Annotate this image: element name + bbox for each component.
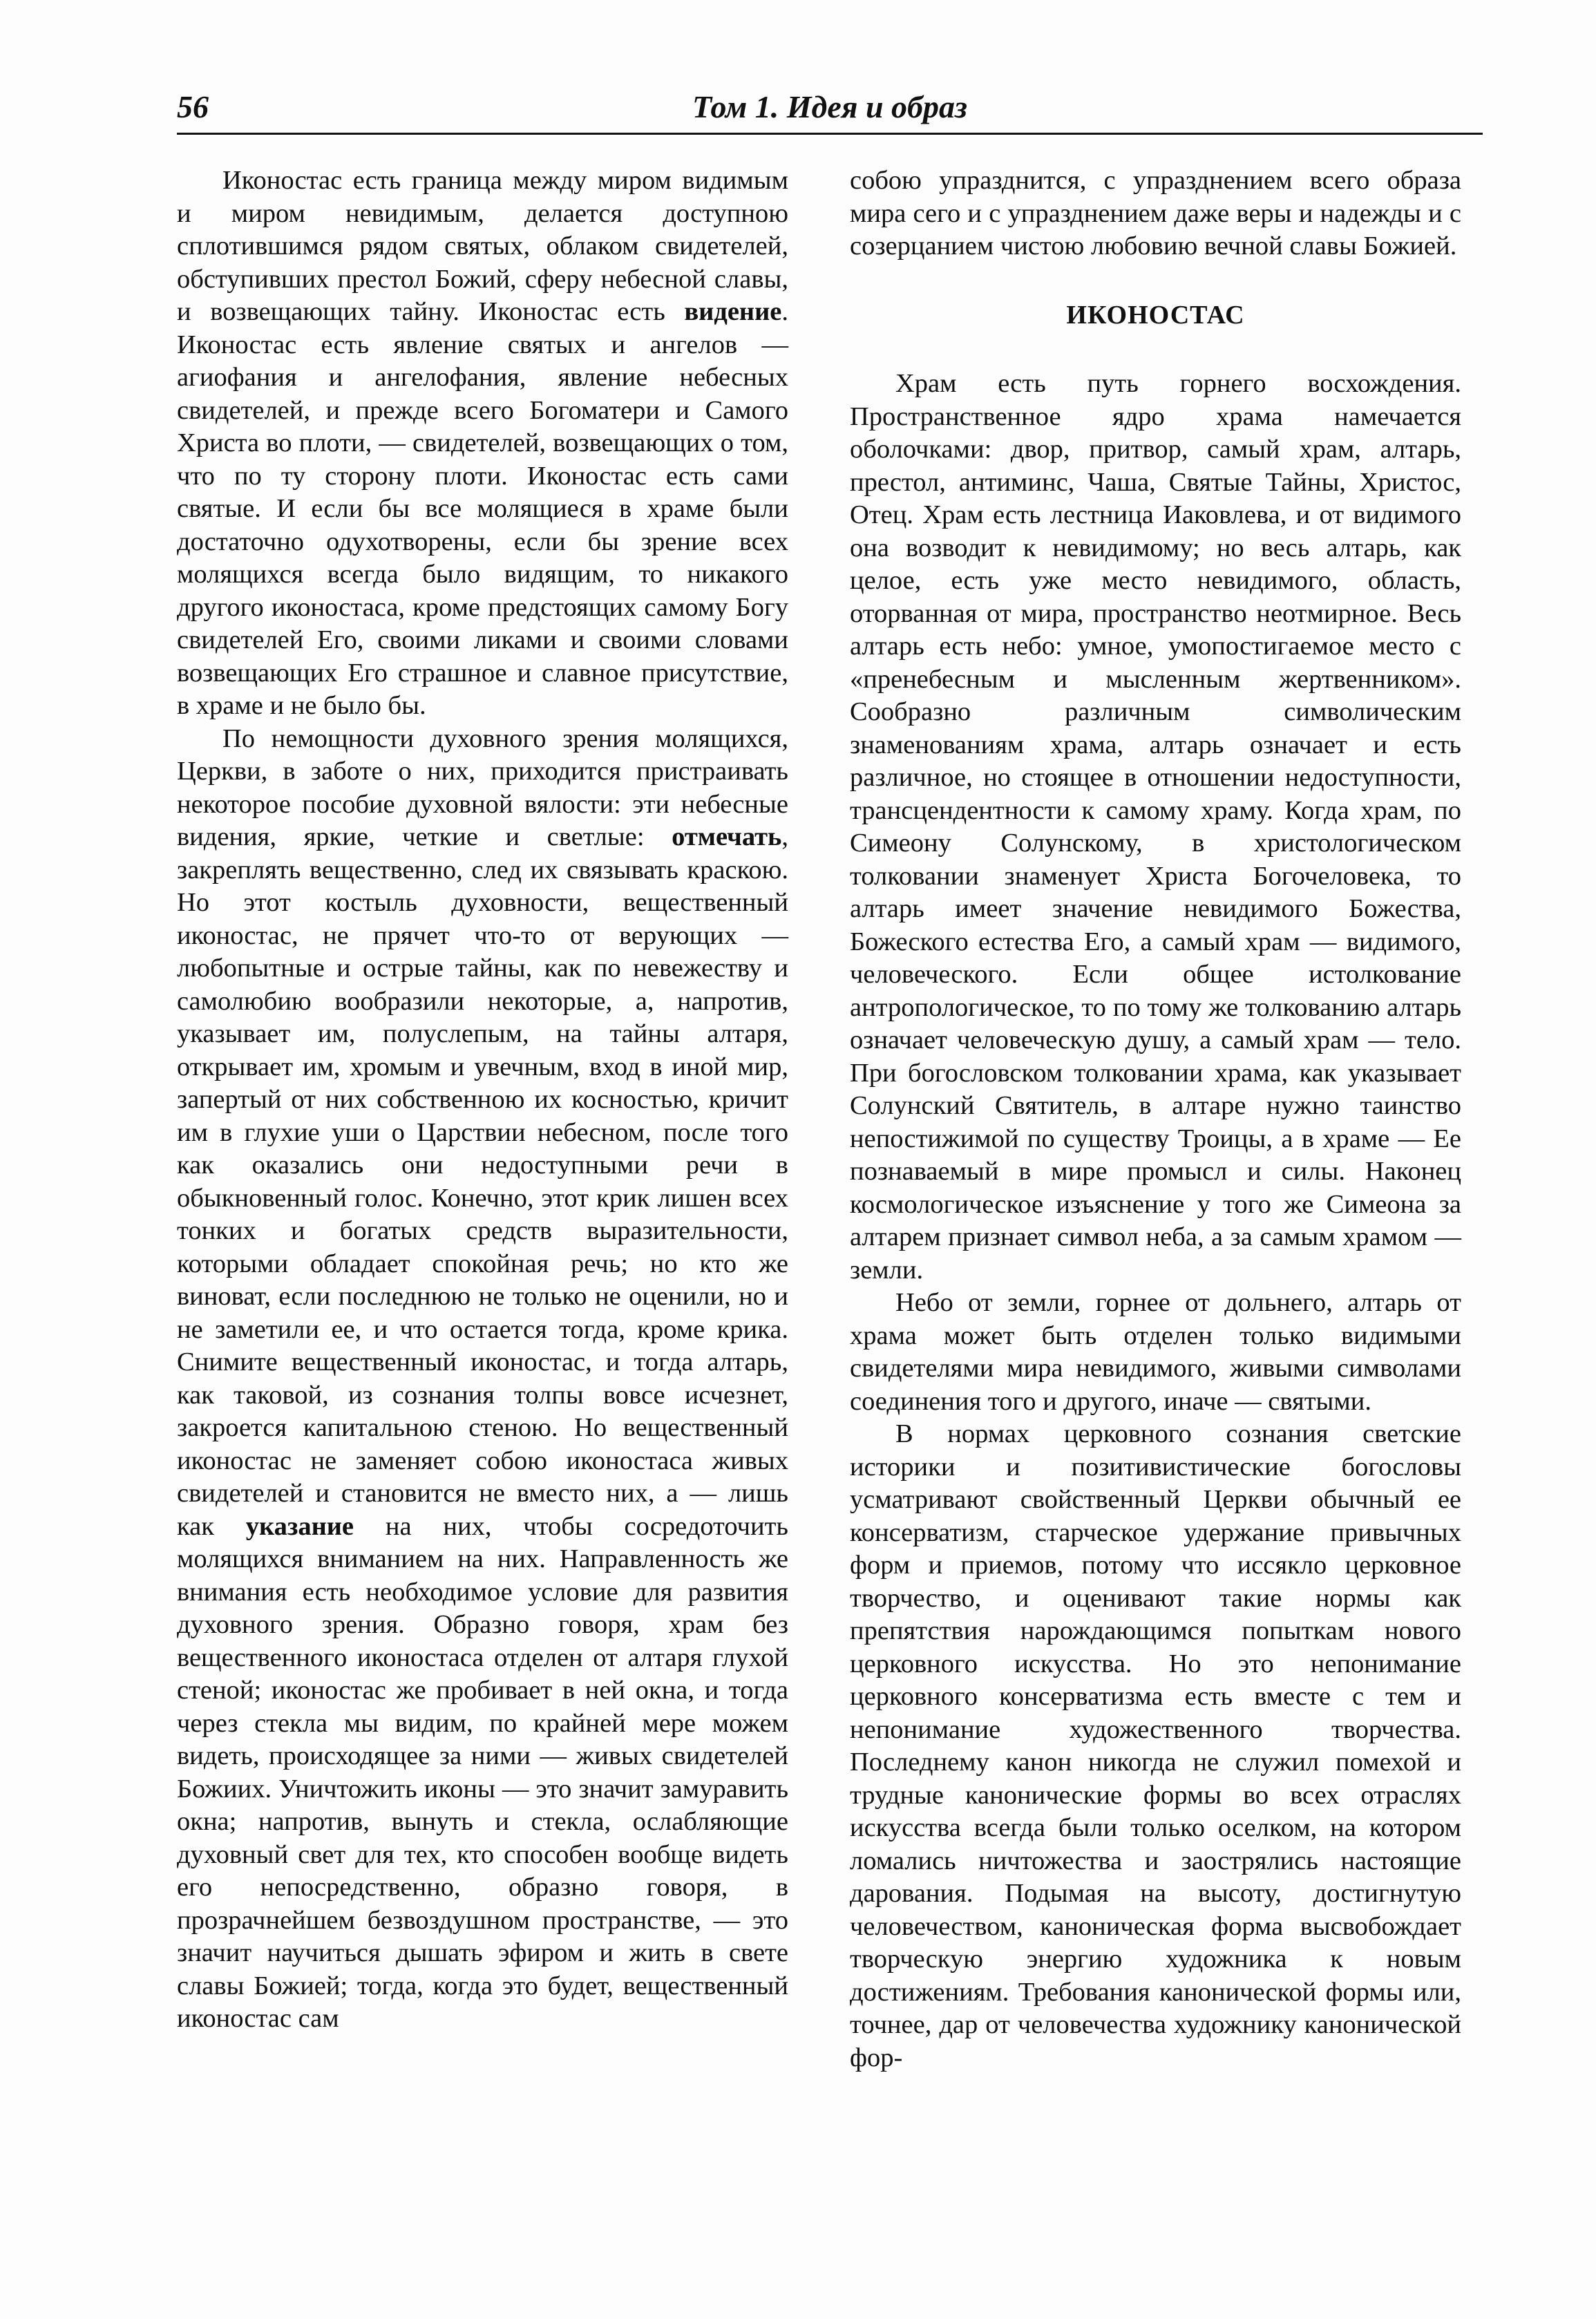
paragraph-heaven-earth: Небо от земли, горнее от дольнего, алтарь от храма может быть отделен только видимыми свидетелями мира невидимого, живыми символами соединения того и другого, иначе — святыми. (850, 1288, 1461, 1416)
page-header (177, 88, 1483, 137)
paragraph-church-canon: В нормах церковного сознания светские историки и позитивистические богословы усматривают свойственный Церкви обычный ее консерватизм, старческое удержание привычных форм и приемов, потому что иссякло церковное творчество, и оценивают такие нормы как препятствия нарождающимся попыткам нового церковного искусства. Но это непонимание церковного консерватизма есть вместе с тем и непонимание художественного творчества. Последнему канон никогда не служил помехой и трудные канонические формы во всех отраслях искусства всегда были только оселком, на котором ломались ничтожества и заострялись настоящие дарования. Подымая на высоту, достигнутую человечеством, каноническая форма высвобождает творческую энергию художника к новым достижениям. Требования канонической формы или, точнее, дар от человечества художнику канонической фор- (850, 1419, 1461, 2072)
emphasis-vision: видение (684, 297, 782, 326)
text-run: , закреплять вещественно, след их связывать краскою. Но этот костыль духовности, вещественный иконостас, не прячет что-то от верующих — любопытные и острые тайны, как по невежеству и самолюбию вообразили некоторые, а, напротив, указывает им, полуслепым, на тайны алтаря, открывает им, хромым и увечным, вход в иной мир, запертый от них собственною их косностью, кричит им в глухие уши о Царствии небесном, после того как оказались они недоступными речи в обыкновенный голос. Конечно, этот крик лишен всех тонких и богатых средств выразительности, которыми обладает спокойная речь; но кто же виноват, если последнюю не только не оценили, но и не заметили ее, и что остается тогда, кроме крика. Снимите вещественный иконостас, и тогда алтарь, как таковой, из сознания толпы вовсе исчезнет, закроется капитальною стеною. Но вещественный иконостас не заменяет собою иконостаса живых свидетелей и становится не вместо них, а — лишь как (177, 822, 788, 1541)
paragraph-spiritual-sight (177, 723, 788, 2036)
text-run: По немощности духовного зрения молящихся, Церкви, в заботе о них, приходится пристраивать некоторое пособие духовной вялости: эти небесные видения, яркие, четкие и светлые: (177, 723, 788, 851)
page-number: 56 (177, 89, 209, 124)
emphasis-indication: указание (245, 1511, 354, 1541)
left-column (177, 164, 788, 2036)
paragraph-iconostasis-boundary (177, 164, 788, 723)
section-heading: ИКОНОСТАС (1066, 300, 1245, 330)
emphasis-mark: отмечать (672, 822, 782, 851)
text-run: на них, чтобы сосредоточить молящихся вниманием на них. Направленность же внимания есть необходимое условие для развития духовного зрения. Образно говоря, храм без вещественного иконостаса отделен от алтаря глухой стеной; иконостас же пробивает в ней окна, и тогда через стекла мы видим, по крайней мере можем видеть, происходящее за ними — живых свидетелей Божиих. Уничтожить иконы — это значит замуравить окна; напротив, вынуть и стекла, ослабляющие духовный свет для тех, кто способен вообще видеть его непосредственно, образно говоря, в прозрачнейшем безвоздушном пространстве, — это значит научиться дышать эфиром и жить в свете славы Божией; тогда, когда это будет, вещественный иконостас сам (177, 1511, 788, 2033)
paragraph-temple-ascent: Храм есть путь горнего восхождения. Пространственное ядро храма намечается оболочками: двор, притвор, самый храм, алтарь, престол, антиминс, Чаша, Святые Тайны, Христос, Отец. Храм есть лестница Иаковлева, и от видимого она возводит к невидимому; но весь алтарь, как целое, есть уже место невидимого, область, оторванная от мира, пространство неотмирное. Весь алтарь есть небо: умное, умопостигаемое место с «пренебесным и мысленным жертвенником». Сообразно различным символическим знаменованиям храма, алтарь означает и есть различное, но стоящее в отношении недоступности, трансцендентности к самому храму. Когда храм, по Симеону Солунскому, в христологическом толковании знаменует Христа Богочеловека, то алтарь имеет значение невидимого Божества, Божеского естества Его, а самый храм — видимого, человеческого. Если общее истолкование антропологическое, то по тому же толкованию алтарь означает человеческую душу, а самый храм — тело. При богословском толковании храма, как указывает Солунский Святитель, в алтаре нужно таинство непостижимой по существу Троицы, а в храме — Ее познаваемый в мире промысл и силы. Наконец космологическое изъяснение у того же Симеона за алтарем признает символ неба, а за самым храмом — земли. (850, 369, 1461, 1285)
running-title: Том 1. Идея и образ (692, 89, 967, 124)
header-rule (177, 133, 1483, 135)
text-run: . Иконостас есть явление святых и ангелов — агиофания и ангелофания, явление небесных свидетелей, и прежде всего Богоматери и Самого Христа во плоти, — свидетелей, возвещающих о том, что по ту сторону плоти. Иконостас есть сами святые. И если бы все молящиеся в храме были достаточно одухотворены, если бы зрение всех молящихся всегда было видящим, то никакого другого иконостаса, кроме предстоящих самому Богу свидетелей Его, своими ликами и своими словами возвещающих Его страшное и славное присутствие, в храме и не было бы. (177, 297, 788, 720)
right-column (850, 164, 1461, 2074)
paragraph-continuation: собою упразднится, с упразднением всего образа мира сего и с упразднением даже веры и надежды и с созерцанием чистою любовию вечной славы Божией. (850, 166, 1461, 261)
text-run: Иконостас есть граница между миром видимым и миром невидимым, делается доступною сплотившимся рядом святых, облаком свидетелей, обступивших престол Божий, сферу небесной славы, и возвещающих тайну. Иконостас есть (177, 166, 788, 326)
